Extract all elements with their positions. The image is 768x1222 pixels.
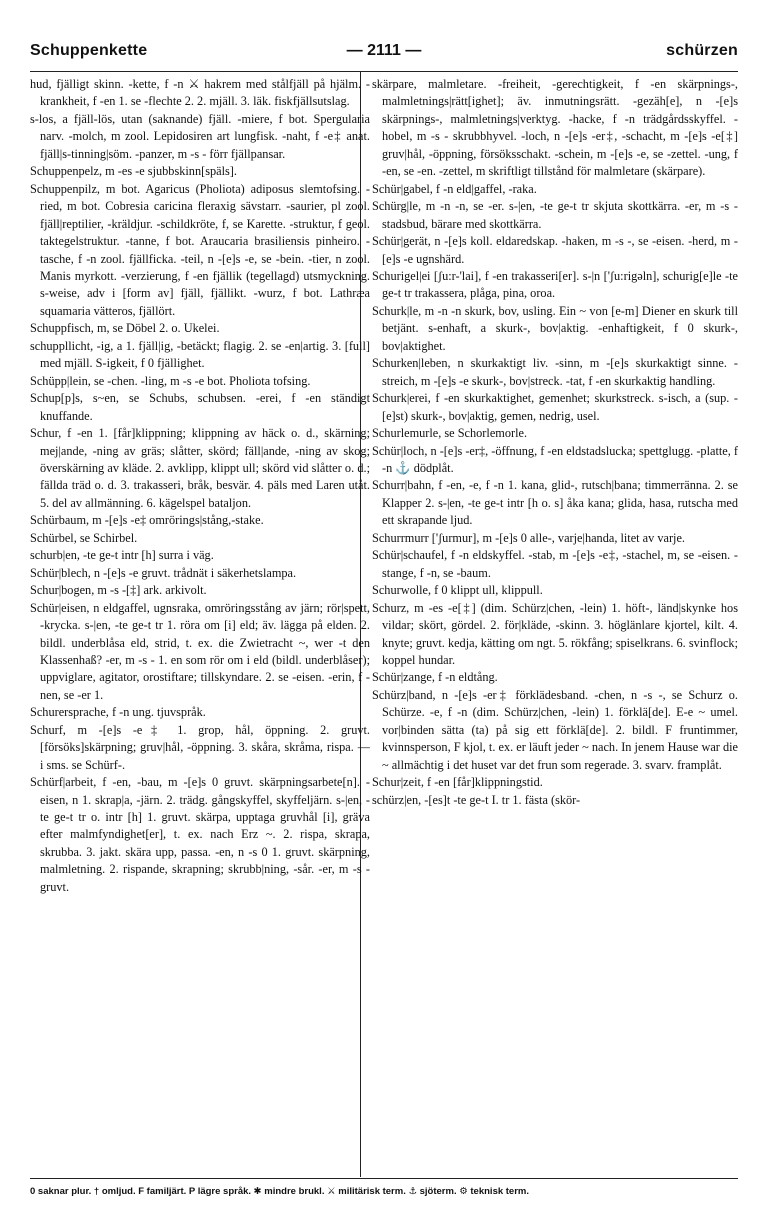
entry: Schurken|leben, n skurkaktigt liv. -sinn, m -[e]s skurkaktigt sinne. -streich, m -[e]s -e skurk-, bov|streck. -tat, f -en skurkaktig handling.	[372, 356, 738, 388]
entry: Schür|blech, n -[e]s -e gruvt. trådnät i säkerhetslampa.	[30, 565, 297, 580]
entry: s-los, a fjäll-lös, utan (saknande) fjäll. -miere, f bot. Spergularia narv. -molch, m zool. Lepidosiren art lungfisk. -naht, f -e‡ anat. fjäll|s-tinning|söm. -panzer, m -s - förr fjällpansar.	[30, 111, 370, 161]
entry: Schur|bogen, m -s -[‡] ark. arkivolt.	[30, 583, 207, 598]
header-left-guideword: Schuppenkette	[30, 42, 148, 59]
page-number: — 2111 —	[346, 42, 422, 59]
entry: Schürz|band, n -[e]s -er‡ förklädesband. -chen, n -s -, se Schurz o. Schürze. -e, f -n (dim. Schürz|chen, -lein) 1. förklä[de]. E-e ~ umel. vor|binden sätta (ta) på sig ett förklä[de]. 2. bildl. F fruntimmer, kvinnsperson, F kjol, t. ex. er läuft jeder ~ nach. In jenem Hause war die ~ allmächtig i det huset var det frun som regerade. 3. svarv. framplåt.	[372, 687, 738, 772]
page-header	[30, 42, 738, 66]
entry: Schürbel, se Schirbel.	[30, 530, 138, 545]
left-column	[30, 76, 370, 1176]
footer-rule	[30, 1178, 738, 1179]
entry: Schür|loch, n -[e]s -er‡, -öffnung, f -en eldstadslucka; spettglugg. -platte, f -n ⚓ dödplåt.	[372, 443, 738, 475]
entry: Schuppenpilz, m bot. Agaricus (Pholiota) adiposus slemtofsing. -ried, m bot. Cobresia caricina fleraxig sävstarr. -saurier, pl zool. fjäll|reptilier, -kräldjur. -schildkröte, f, se Karette. -struktur, f geol. taktegelstruktur. -tanne, f bot. Araucaria brasiliensis pinheiro. -tasche, f -n zool. fjällficka. -teil, n -[e]s -e, se -bein. -tier, n zool. Manis myrkott. -verzierung, f -en fjällik (tegellagd) utsmyckning. s-weise, adv i [form av] fjäll, fjällikt. -wurz, f bot. Lathræa squamaria vätteros, fjällört.	[30, 181, 370, 318]
entry: Schür|eisen, n eldgaffel, ugnsraka, omröringsstång av järn; rör|spett, -krycka. s-|en, -te ge-t tr 1. röra om [i] eld; äv. lägga på elden. 2. bildl. underblåsa eld, strid, t. ex. die Zwietracht ~, wer -t den Klassenhaß? -er, m -s - 1. en som rör om i eld (bildl. underblåser); uppviglare, agitator, orostiftare; tillskyndare. 2. se -eisen. -erin, f -nen, se -er 1.	[30, 600, 370, 702]
header-right-guideword: schürzen	[666, 42, 738, 59]
entry: Schurz, m -es -e[‡] (dim. Schürz|chen, -lein) 1. höft-, länd|skynke hos vildar; skört, gördel. 2. för|kläde, -skinn. 3. höglänlare kjortel, kilt. 4. knyte; gruvt. kedja, kätting om ngt. 5. rökfång; spiselkrans. 6. svinflock; koppel hundar.	[372, 600, 738, 667]
entry: Schurr|bahn, f -en, -e, f -n 1. kana, glid-, rutsch|bana; timmerränna. 2. se Klapper 2. s-|en, -te ge-t intr [h o. s] åka kana; glida, hasa, rutscha med ett skrapande ljud.	[372, 478, 738, 528]
entry: Schür|gabel, f -n eld|gaffel, -raka.	[372, 181, 537, 196]
entry: Schuppfisch, m, se Döbel 2. o. Ukelei.	[30, 321, 220, 336]
header-rule	[30, 71, 738, 72]
entry: Schür|schaufel, f -n eldskyffel. -stab, m -[e]s -e‡, -stachel, m, se -eisen. -stange, f -n, se -baum.	[372, 548, 738, 580]
entry: Schur|zeit, f -en [får]klippningstid.	[372, 775, 543, 790]
entry: Schürbaum, m -[e]s -e‡ omrörings|stång,-stake.	[30, 513, 264, 528]
entry: Schurigel|ei [ʃu:r-'lai], f -en trakasseri[er]. s-|n ['ʃu:rigəln], schurig[e]le -te ge-t tr trakassera, plåga, pina, oroa.	[372, 268, 738, 301]
entry: Schür|gerät, n -[e]s koll. eldaredskap. -haken, m -s -, se -eisen. -herd, m -[e]s -e ugnshärd.	[372, 234, 738, 266]
entry: schuppllicht, -ig, a 1. fjäll|ig, -betäckt; flagig. 2. se -en|artig. 3. [full] med mjäll. S-igkeit, f 0 fjällighet.	[30, 338, 370, 371]
entry: Schurrmurr ['ʃurmur], m -[e]s 0 alle-, varje|handa, litet av varje.	[372, 530, 685, 545]
entry: Schurersprache, f -n ung. tjuvspråk.	[30, 705, 206, 720]
entry: Schür|zange, f -n eldtång.	[372, 670, 498, 685]
entry: Schüpp|lein, se -chen. -ling, m -s -e bot. Pholiota tofsing.	[30, 373, 311, 388]
entry: Schürf|arbeit, f -en, -bau, m -[e]s 0 gruvt. skärpningsarbete[n]. -eisen, n 1. skrap|a, -järn. 2. trädg. gångskyffel, skyffeljärn. s-|en, -te ge-t tr o. intr [h] 1. gruvt. skärpa, upptaga gruvhål [i], gräva efter malmfyndighet[er], t. ex. nach Erz ~. 2. rispa, skrapa, skrubba. 3. jakt. skära upp, passa. -en, n -s 0 1. gruvt. skärpning, malmletning. 2. rispande, skrapning; skrubb|ning, -sår. -er, m -s - gruvt.	[30, 775, 370, 894]
entry: Schürg|le, m -n -n, se -er. s-|en, -te ge-t tr skjuta skottkärra. -er, m -s - stadsbud, bärare med skottkärra.	[372, 199, 738, 231]
entry: Schur, f -en 1. [får]klippning; klippning av häck o. d., skärning; mej|ande, -ning av gräs; slåtter, skörd; fäll|ande, -ning av skog; överskärning av kläde. 2. avklipp, klippt ull; skörd vid slåtter o. d.; fällda träd o. d. 3. trakasseri, bråk, besvär. 4. päls med Laren utåt. 5. del av allmänning. 6. kägelspel bataljon.	[30, 426, 370, 510]
right-column	[372, 76, 738, 1176]
entry: schürz|en, -[es]t -te ge-t I. tr 1. fästa (skör-	[372, 792, 581, 807]
entry: skärpare, malmletare. -freiheit, -gerechtigkeit, f -en skärpnings-, malmletnings|rätt[ighet]; äv. inmutningsrätt. -gezäh[e], n -[e]s skärpnings-, malmletnings|verktyg. -hacke, f -n trädgårdsskyffel. -hobel, m -s - skrubbhyvel. -loch, n -[e]s -er‡, -schacht, m -[e]s -e[‡] gruv|hål, -öppning, försöksschakt. -schein, m -[e]s -e, se -zettel. -ung, f -en, se -en. -zettel, m skriftligt tillstånd för malmletare (skärpare).	[372, 77, 738, 179]
entry: Schurf, m -[e]s -e‡ 1. grop, hål, öppning. 2. gruvt. [försöks]skärpning; gruv|hål, -öppning. 3. skåra, skråma, rispa. — i sms. se Schürf-.	[30, 722, 370, 772]
entry: Schurk|le, m -n -n skurk, bov, usling. Ein ~ von [e-m] Diener en skurk till betjänt. s-enhaft, a skurk-, bov|aktig. -enhaftigkeit, f 0 skurk-, bov|aktighet.	[372, 303, 738, 353]
entry: schurb|en, -te ge-t intr [h] surra i väg.	[30, 548, 214, 563]
entry: Schurwolle, f 0 klippt ull, klippull.	[372, 583, 543, 598]
entry: Schurk|erei, f -en skurkaktighet, gemenhet; skurkstreck. s-isch, a (sup. -[e]st) skurk-, bov|aktig, gemen, nedrig, usel.	[372, 391, 738, 423]
abbreviation-legend: 0 saknar plur. † omljud. F familjärt. P lägre språk. ✱ mindre brukl. ⚔ militärisk term. ⚓ sjöterm. ⚙ teknisk term.	[30, 1186, 530, 1197]
entry: Schurlemurle, se Schorlemorle.	[372, 426, 528, 441]
entry: hud, fjälligt skinn. -kette, f -n ⚔ hakrem med stålfjäll på hjälm. -krankheit, f -en 1. se -flechte 2. 2. mjäll. 3. läk. fiskfjällsutslag.	[30, 77, 370, 109]
entry: Schup[p]s, s~en, se Schubs, schubsen. -erei, f -en ständigt knuffande.	[30, 391, 370, 423]
entry: Schuppenpelz, m -es -e sjubbskinn[späls].	[30, 164, 237, 179]
